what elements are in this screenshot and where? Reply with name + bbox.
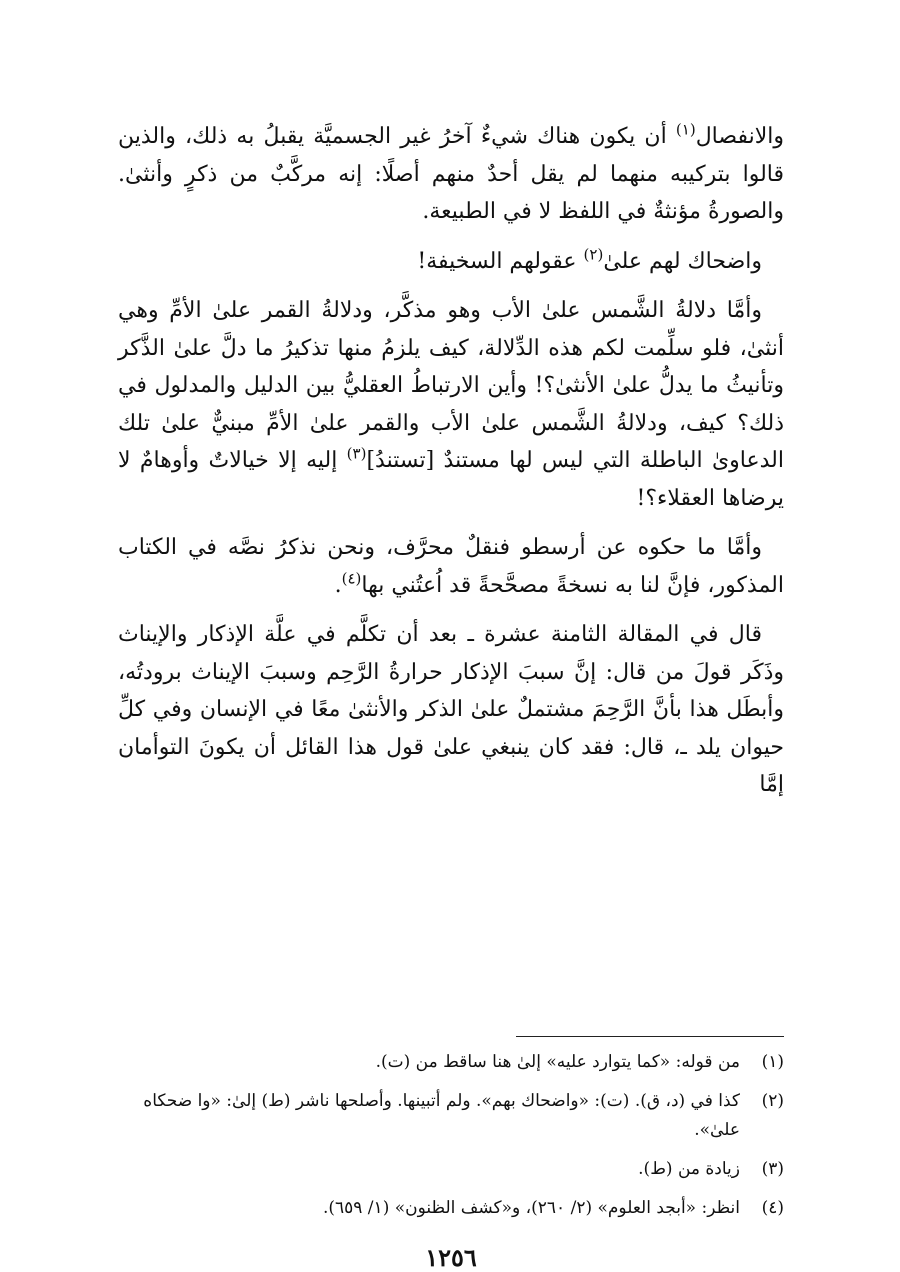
- footnote-text: زيادة من (ط).: [638, 1159, 740, 1179]
- paragraph-text: والانفصال: [695, 124, 784, 149]
- footnote-text: انظر: «أبجد العلوم» (٢/ ٢٦٠)، و«كشف الظنون» (١/ ٦٥٩).: [322, 1198, 740, 1218]
- footnote-divider: [516, 1036, 784, 1037]
- paragraph-text: وأمَّا دلالةُ الشَّمس علىٰ الأب وهو مذكَّر، ودلالةُ القمر علىٰ الأمِّ وهي أنثىٰ، فلو سلِّمت لكم هذه الدِّلالة، كيف يلزمُ منها تذكيرُ ما دلَّ علىٰ الذَّكر وتأنيثُ ما يدلُّ علىٰ الأنثىٰ؟! وأين الارتباطُ العقليُّ بين الدليل والمدلول في ذلك؟ كيف، ودلالةُ الشَّمس علىٰ الأب والقمر علىٰ الأمِّ مبنيٌّ علىٰ تلك الدعاوىٰ الباطلة التي ليس لها مستندٌ [تستندُ]: [118, 298, 785, 473]
- footnote-1: [118, 1048, 784, 1077]
- main-text: [118, 118, 784, 804]
- footnote-reference-3: (٣): [346, 444, 367, 463]
- footnote-reference-4: (٤): [341, 569, 362, 588]
- footnote-number: (٣): [761, 1159, 784, 1179]
- paragraph-4: [118, 529, 784, 604]
- footnotes: [118, 1048, 784, 1233]
- footnote-number: (٤): [761, 1198, 784, 1218]
- paragraph-3: [118, 292, 784, 517]
- paragraph-text: إليه إلا خيالاتٌ وأوهامٌ لا يرضاها العقلاء؟!: [118, 448, 784, 511]
- footnote-reference-1: (١): [675, 120, 696, 139]
- footnote-text: كذا في (د، ق). (ت): «واضحاك بهم». ولم أتبينها. وأصلحها ناشر (ط) إلىٰ: «وا ضحكاه علىٰ».: [143, 1091, 740, 1140]
- footnote-4: [118, 1194, 784, 1223]
- document-page: [118, 118, 785, 1272]
- paragraph-text: .: [334, 572, 342, 598]
- paragraph-2: [118, 243, 784, 281]
- footnote-2: [118, 1087, 784, 1145]
- paragraph-text: قال في المقالة الثامنة عشرة ـ بعد أن تكلَّم في علَّة الإذكار والإيناث وذَكَر قولَ من قال: إنَّ سببَ الإذكار حرارةُ الرَّحِم وسببَ الإيناث برودتُه، وأبطَل هذا بأنَّ الرَّحِمَ مشتملٌ علىٰ الذكر والأنثىٰ معًا في الإنسان وفي كلِّ حيوان يلد ـ، قال: فقد كان ينبغي علىٰ قول هذا القائل أن يكونَ التوأمان إمَّا: [118, 622, 784, 797]
- paragraph-5: [118, 616, 784, 804]
- paragraph-text: وأمَّا ما حكوه عن أرسطو فنقلٌ محرَّف، ونحن نذكرُ نصَّه في الكتاب المذكور، فإنَّ لنا به نسخةً مصحَّحةً قد اُعتُني بها: [118, 535, 784, 598]
- paragraph-text: واضحاك لهم علىٰ: [603, 248, 762, 274]
- footnote-number: (١): [761, 1052, 784, 1072]
- paragraph-text: أن يكون هناك شيءٌ آخرُ غير الجسميَّة يقبلُ به ذلك، والذين قالوا بتركيبه منهما لم يقل أحدٌ منهم أصلًا: إنه مركَّبٌ من ذكرٍ وأنثىٰ. والصورةُ مؤنثةٌ في اللفظ لا في الطبيعة.: [118, 124, 784, 224]
- footnote-reference-2: (٢): [583, 245, 604, 264]
- paragraph-text: عقولهم السخيفة!: [417, 248, 584, 274]
- paragraph-1: [118, 118, 784, 231]
- footnote-text: من قوله: «كما يتوارد عليه» إلىٰ هنا ساقط من (ت).: [375, 1052, 740, 1072]
- footnote-3: [118, 1155, 784, 1184]
- page-number: ١٢٥٦: [425, 1243, 477, 1272]
- footnote-number: (٢): [761, 1091, 784, 1111]
